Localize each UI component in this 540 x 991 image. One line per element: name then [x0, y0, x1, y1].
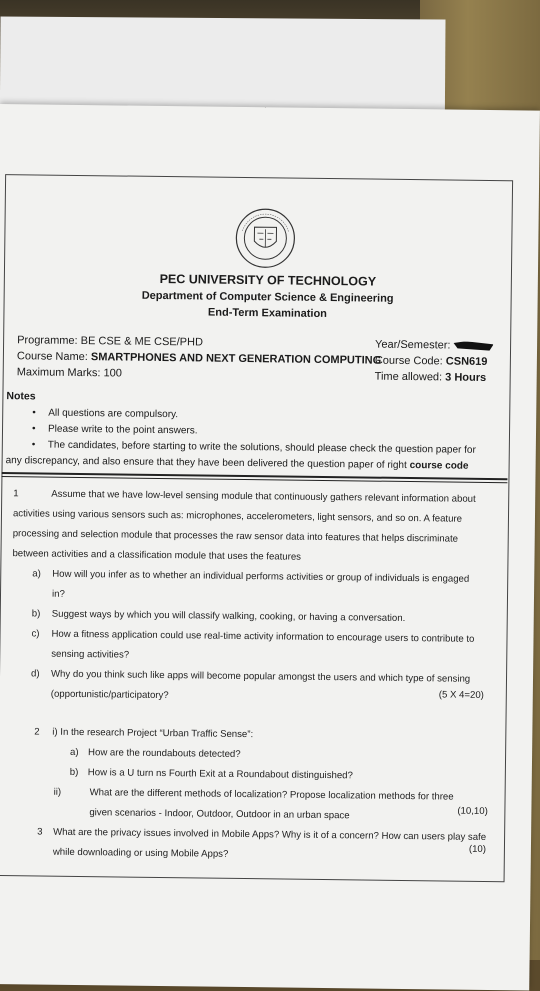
year-line [375, 339, 494, 352]
code-line [375, 355, 488, 368]
redaction-mark [454, 341, 494, 350]
note-item: All questions are compulsory. [48, 408, 178, 421]
year-label: Year/Semester: [375, 339, 451, 352]
department-name: Department of Computer Science & Engineering [0, 288, 538, 307]
university-seal-icon [234, 207, 297, 270]
question-3-line: What are the privacy issues involved in Mobile Apps? Why is it of a concern? How can users play safe [53, 827, 486, 843]
bullet-icon: • [32, 439, 36, 450]
question-paper [0, 104, 540, 991]
q2-part-label: b) [70, 767, 79, 778]
q1-part-text: (opportunistic/participatory? [51, 689, 169, 701]
time-value: 3 Hours [445, 371, 486, 383]
programme-line [17, 334, 203, 348]
question-1-line: between activities and a classification module that uses the features [12, 548, 301, 563]
q2-part-label: a) [70, 747, 79, 758]
q2-ii-label: ii) [54, 787, 62, 798]
exam-title: End-Term Examination [0, 304, 538, 323]
note-item: Please write to the point answers. [48, 424, 198, 437]
marks-line [17, 366, 122, 379]
q2-ii-text: What are the different methods of localization? Propose localization methods for three [90, 787, 454, 802]
programme-value: BE CSE & ME CSE/PHD [81, 335, 203, 348]
question-3-line: while downloading or using Mobile Apps? [53, 847, 229, 860]
q1-part-label: b) [32, 608, 41, 619]
question-1-line: Assume that we have low-level sensing module that continuously gathers relevant information about [51, 489, 476, 505]
code-label: Course Code: [375, 355, 443, 368]
bullet-icon: • [32, 407, 36, 418]
note-continuation-text: any discrepancy, and also ensure that they have been delivered the question paper of right [6, 455, 407, 471]
note-course-code: course code [410, 460, 469, 472]
q1-part-text: How a fitness application could use real-time activity information to encourage users to contribute to [51, 629, 474, 645]
note-item: The candidates, before starting to write the solutions, should please check the question paper for [48, 440, 476, 456]
q1-part-text: How will you infer as to whether an individual performs activities or group of individuals is engaged [52, 569, 469, 585]
question-1-line: processing and selection module that processes the raw sensor data into features that helps discriminate [13, 528, 458, 544]
marks-value: 100 [103, 367, 122, 379]
q1-part-text: Why do you think such like apps will become popular amongst the users and which type of sensing [51, 669, 470, 685]
question-1-line: activities using various sensors such as: microphones, accelerometers, light sensors, and so on. A feature [13, 508, 462, 524]
notes-heading: Notes [6, 390, 35, 402]
q2-part-text: How is a U turn ns Fourth Exit at a Roundabout distinguished? [88, 767, 353, 781]
q1-part-text: Suggest ways by which you will classify walking, cooking, or having a conversation. [52, 609, 406, 624]
question-2-intro: i) In the research Project “Urban Traffic Sense”: [52, 727, 253, 740]
marks-label: Maximum Marks: [17, 366, 101, 379]
time-line [375, 371, 487, 384]
university-name: PEC UNIVERSITY OF TECHNOLOGY [0, 270, 538, 291]
time-label: Time allowed: [375, 371, 443, 384]
q1-part-label: c) [31, 628, 39, 639]
q1-part-text: sensing activities? [51, 649, 129, 661]
q1-marks: (5 X 4=20) [439, 689, 484, 701]
q1-part-label: d) [31, 668, 40, 679]
bullet-icon: • [32, 423, 36, 434]
course-label: Course Name: [17, 350, 88, 363]
question-3-number: 3 [37, 827, 42, 838]
course-value: SMARTPHONES AND NEXT GENERATION COMPUTING [91, 351, 381, 367]
q1-part-label: a) [32, 568, 41, 579]
q3-marks: (10) [469, 844, 486, 855]
q2-marks: (10,10) [457, 806, 488, 817]
q1-part-text: in? [52, 589, 65, 600]
question-1-number: 1 [13, 488, 18, 499]
q2-ii-text: given scenarios - Indoor, Outdoor, Outdoor in an urban space [89, 807, 349, 821]
code-value: CSN619 [446, 355, 488, 368]
q2-part-text: How are the roundabouts detected? [88, 747, 241, 760]
programme-label: Programme: [17, 334, 78, 347]
question-2-number: 2 [34, 726, 39, 737]
